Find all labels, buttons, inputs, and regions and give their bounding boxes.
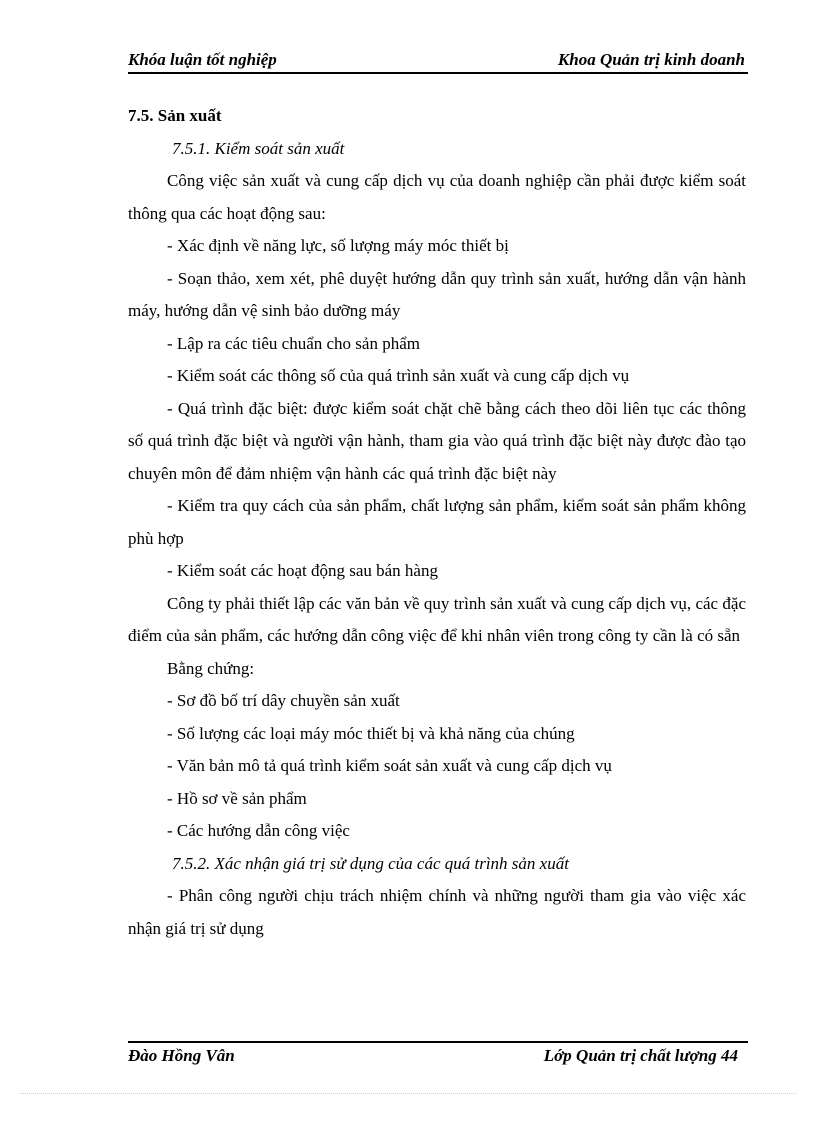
paragraph-1: Công việc sản xuất và cung cấp dịch vụ của doanh nghiệp cần phải được kiểm soát thông qua các hoạt động sau:	[128, 171, 746, 223]
evidence-item-5: - Các hướng dẫn công việc	[167, 821, 350, 840]
bullet-6: - Kiểm tra quy cách của sản phẩm, chất lượng sản phẩm, kiểm soát sản phẩm không phù hợp	[128, 496, 746, 548]
footer-author-name: Đào Hồng Vân	[128, 1046, 235, 1065]
footer-rule	[128, 1041, 748, 1043]
bullet-5: - Quá trình đặc biệt: được kiểm soát chặt chẽ bằng cách theo dõi liên tục các thông số quá trình đặc biệt và người vận hành, tham gia vào quá trình đặc biệt này được đào tạo chuyên môn để đảm nhiệm vận hành các quá trình đặc biệt này	[128, 398, 746, 483]
bullet-2: - Soạn thảo, xem xét, phê duyệt hướng dẫn quy trình sản xuất, hướng dẫn vận hành máy, hướng dẫn vệ sinh bảo dưỡng máy	[128, 268, 746, 320]
bullet-1: - Xác định về năng lực, số lượng máy móc thiết bị	[167, 236, 509, 255]
page-bottom-dotted-edge	[20, 1093, 796, 1094]
evidence-item-2: - Số lượng các loại máy móc thiết bị và khả năng của chúng	[167, 723, 575, 743]
bullet-3: - Lập ra các tiêu chuẩn cho sản phẩm	[167, 333, 420, 353]
paragraph-2: Công ty phải thiết lập các văn bản về quy trình sản xuất và cung cấp dịch vụ, các đặc điểm của sản phẩm, các hướng dẫn công việc để khi nhân viên trong công ty cần là có sẵn	[128, 593, 746, 645]
evidence-item-1: - Sơ đồ bố trí dây chuyền sản xuất	[167, 691, 400, 710]
header-rule	[128, 72, 748, 74]
header-thesis-label: Khóa luận tốt nghiệp	[128, 50, 277, 69]
evidence-item-4: - Hồ sơ về sản phẩm	[167, 788, 307, 808]
bullet-4: - Kiểm soát các thông số của quá trình sản xuất và cung cấp dịch vụ	[167, 366, 630, 385]
page-body	[128, 100, 746, 945]
subsection-title-2: 7.5.2. Xác nhận giá trị sử dụng của các quá trình sản xuất	[172, 853, 569, 873]
footer-class-name: Lớp Quản trị chất lượng 44	[543, 1046, 738, 1065]
evidence-item-3: - Văn bản mô tả quá trình kiểm soát sản xuất và cung cấp dịch vụ	[167, 756, 612, 775]
header-faculty-label: Khoa Quản trị kinh doanh	[557, 50, 745, 69]
paragraph-3: - Phân công người chịu trách nhiệm chính và những người tham gia vào việc xác nhận giá trị sử dụng	[128, 886, 746, 938]
evidence-label: Bằng chứng:	[167, 658, 255, 678]
subsection-title-1: 7.5.1. Kiểm soát sản xuất	[172, 138, 345, 158]
page-header	[128, 46, 748, 74]
page-footer	[128, 1044, 748, 1072]
section-title: 7.5. Sản xuất	[128, 106, 222, 125]
bullet-7: - Kiểm soát các hoạt động sau bán hàng	[167, 561, 438, 580]
